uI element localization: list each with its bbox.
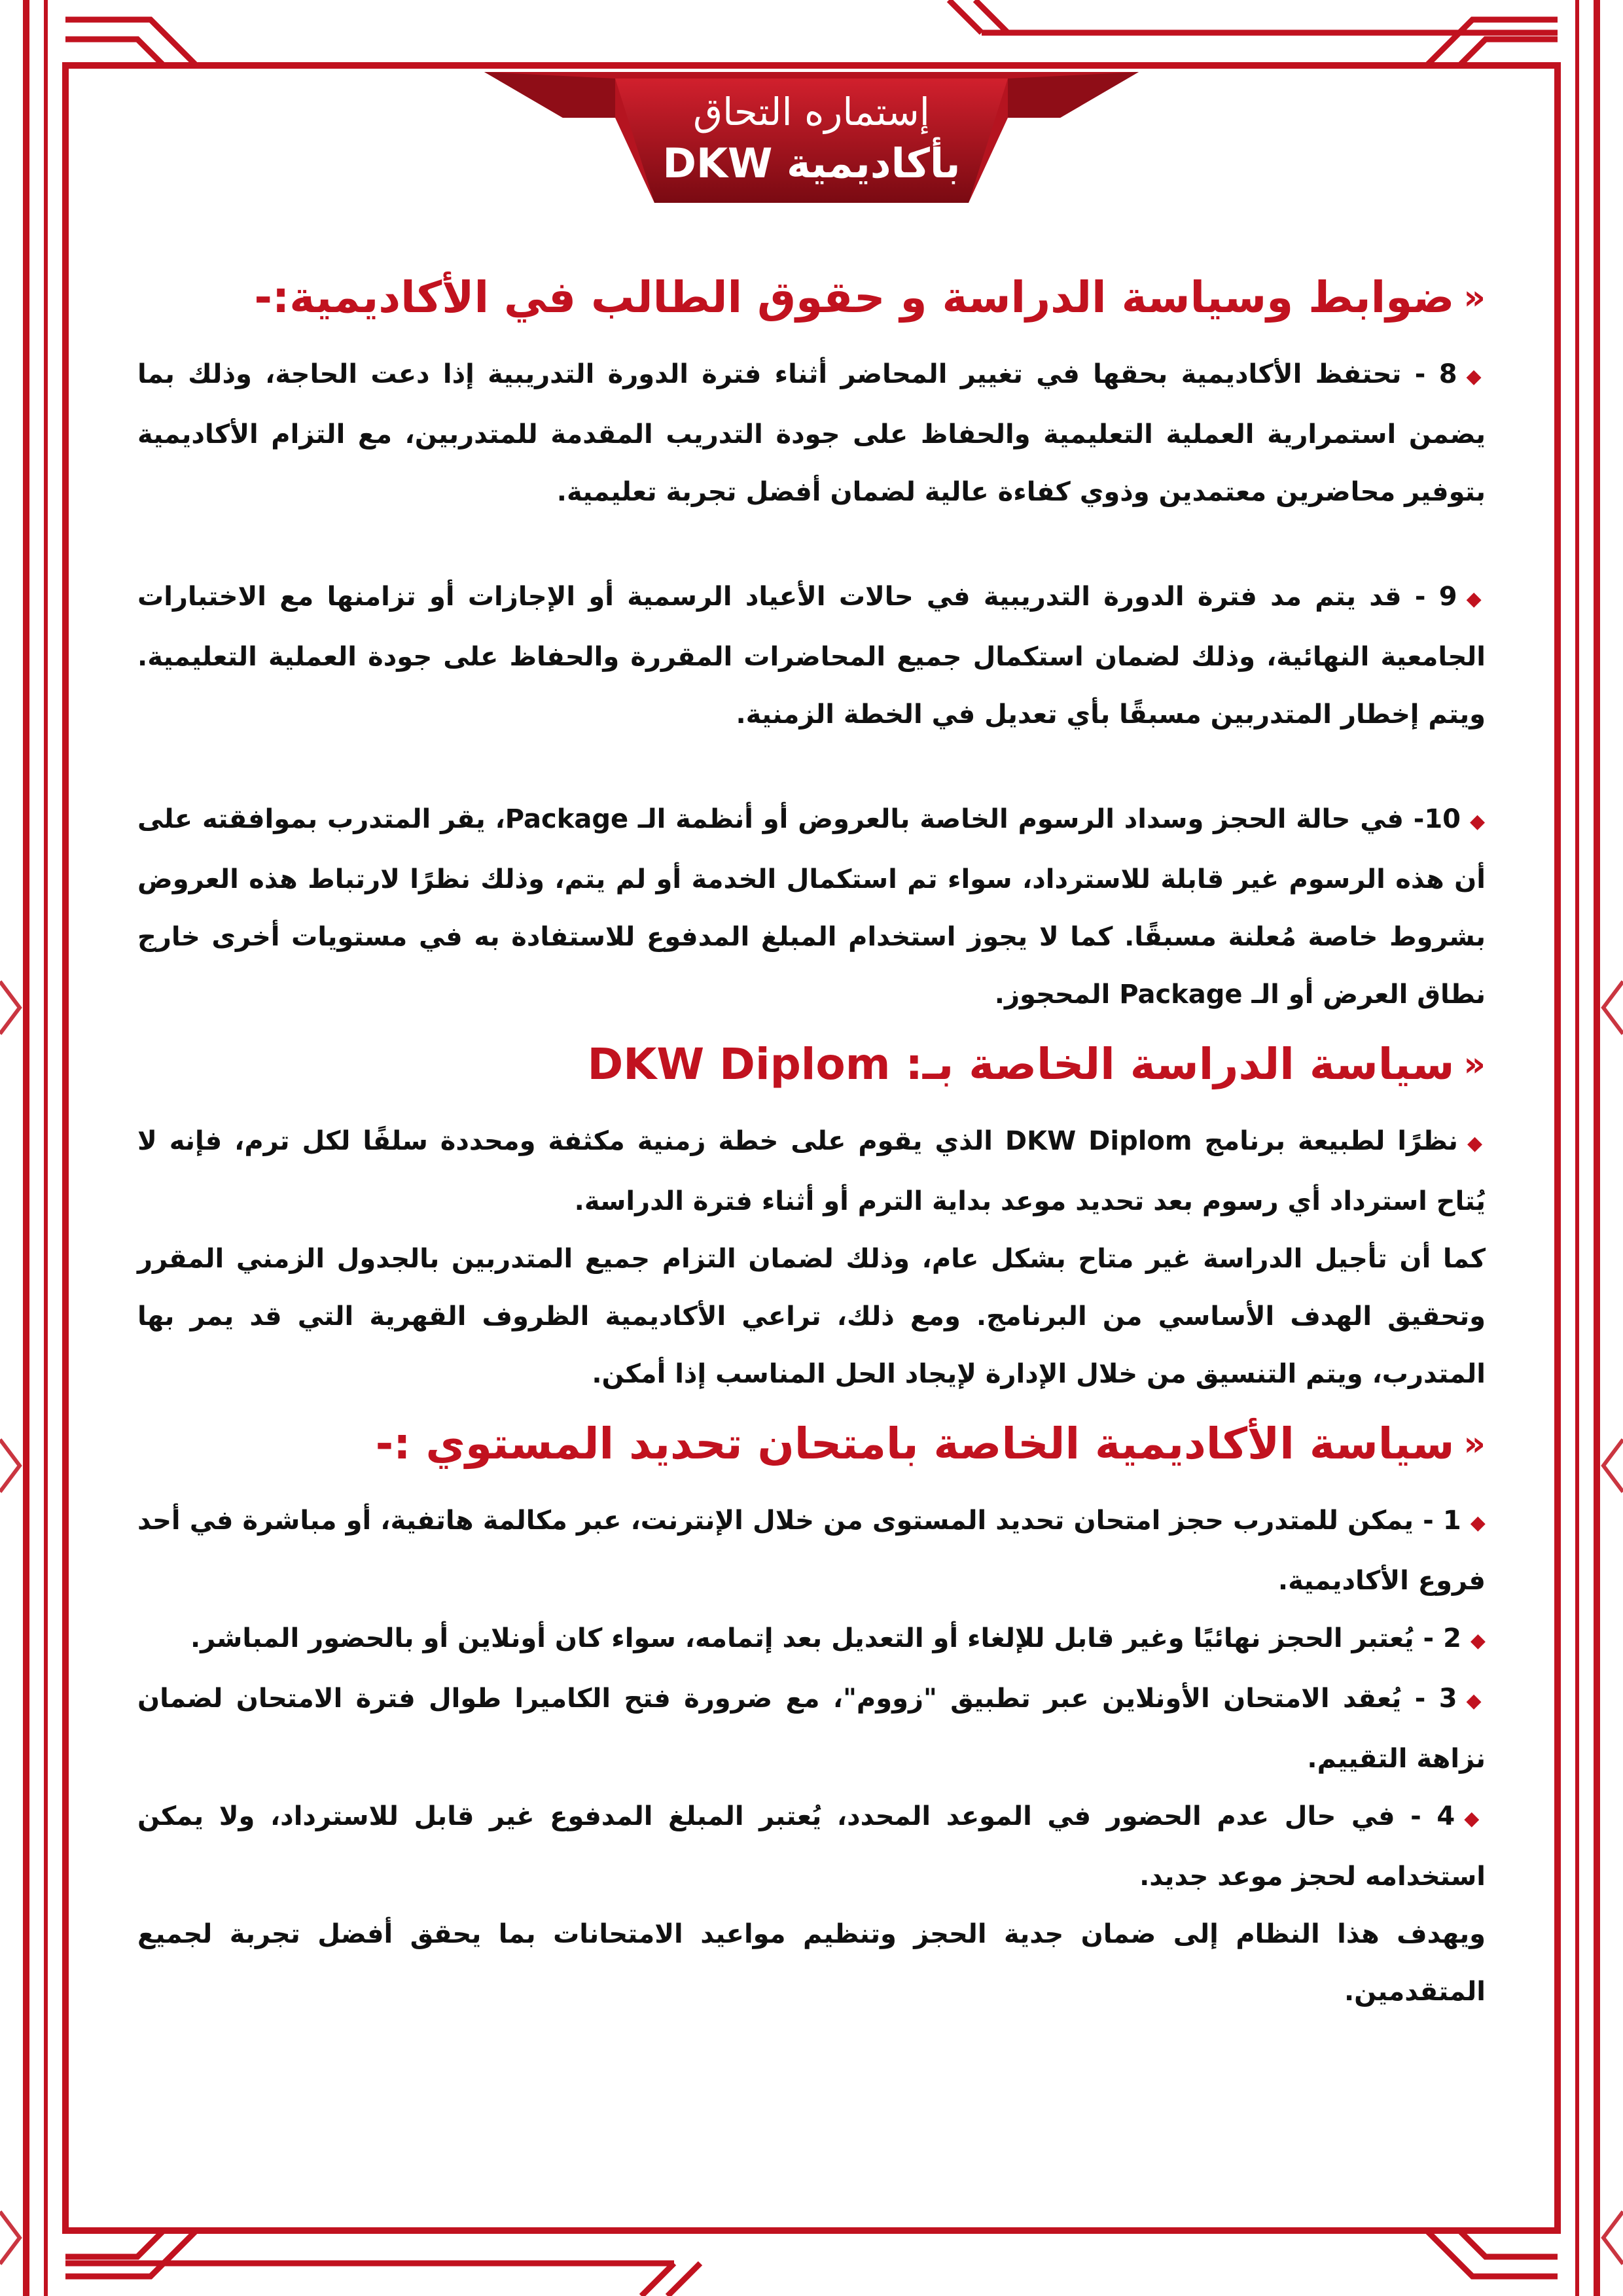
section-title	[137, 1035, 1486, 1094]
paragraph-text: ويهدف هذا النظام إلى ضمان جدية الحجز وتنظيم مواعيد الامتحانات بما يحقق أفضل تجربة لجميع المتقدمين.	[137, 1919, 1486, 2007]
bullet-icon: ◆	[1466, 365, 1486, 388]
paragraph-text: 4 - في حال عدم الحضور في الموعد المحدد، يُعتبر المبلغ المدفوع غير قابل للاسترداد، ولا يمكن استخدامه لحجز موعد جديد.	[137, 1801, 1486, 1892]
paragraph-text: 10- في حالة الحجز وسداد الرسوم الخاصة بالعروض أو أنظمة الـ Package، يقر المتدرب بموافقته على أن هذه الرسوم غير قابلة للاسترداد، سواء تم استكمال الخدمة أو لم يتم، وذلك نظرًا لارتباط هذه العروض بشروط خاصة مُعلنة مسبقًا. كما لا يجوز استخدام المبلغ المدفوع للاستفادة به في مستويات أخرى خارج نطاق العرض أو الـ Package المحجوز.	[137, 804, 1486, 1010]
policy-item-9	[137, 568, 1486, 743]
section-title	[137, 1415, 1486, 1474]
bullet-icon: ◆	[1470, 1511, 1486, 1534]
bullet-icon: ◆	[1467, 1132, 1486, 1155]
bullet-icon: ◆	[1470, 1629, 1486, 1652]
placement-item-3	[137, 1670, 1486, 1788]
diplom-postpone-policy	[137, 1230, 1486, 1403]
paragraph-text: 8 - تحتفظ الأكاديمية بحقها في تغيير المحاضر أثناء فترة الدورة التدريبية إذا دعت الحاجة، وذلك بما يضمن استمرارية العملية التعليمية والحفاظ على جودة التدريب المقدمة للمتدربين، مع التزام الأكاديمية بتوفير محاضرين معتمدين وذوي كفاءة عالية لضمان أفضل تجربة تعليمية.	[137, 359, 1486, 507]
header-banner	[484, 72, 1139, 209]
placement-item-4	[137, 1788, 1486, 1905]
paragraph-text: نظرًا لطبيعة برنامج DKW Diplom الذي يقوم على خطة زمنية مكثفة ومحددة سلفًا لكل ترم، فإنه لا يُتاح استرداد أي رسوم بعد تحديد موعد بداية الترم أو أثناء فترة الدراسة.	[137, 1126, 1486, 1216]
bullet-icon: ◆	[1466, 1689, 1486, 1712]
section-diplom-policy	[137, 1035, 1486, 1403]
policy-item-10	[137, 790, 1486, 1023]
paragraph-text: 3 - يُعقد الامتحان الأونلاين عبر تطبيق "زووم"، مع ضرورة فتح الكاميرا طوال فترة الامتحان لضمان نزاهة التقييم.	[137, 1684, 1486, 1774]
document-body	[137, 268, 1486, 2021]
paragraph-text: كما أن تأجيل الدراسة غير متاح بشكل عام، وذلك لضمان التزام جميع المتدربين بالجدول الزمني المقرر وتحقيق الهدف الأساسي من البرنامج. ومع ذلك، تراعي الأكاديمية الظروف القهرية التي قد يمر بها المتدرب، ويتم التنسيق من خلال الإدارة لإيجاد الحل المناسب إذا أمكن.	[137, 1244, 1486, 1389]
placement-item-1	[137, 1492, 1486, 1610]
bullet-icon: ◆	[1464, 1807, 1486, 1830]
double-chevron-icon: «	[1463, 1424, 1486, 1464]
paragraph-text: 2 - يُعتبر الحجز نهائيًا وغير قابل للإلغاء أو التعديل بعد إتمامه، سواء كان أونلاين أو بالحضور المباشر.	[190, 1623, 1461, 1653]
double-chevron-icon: «	[1463, 1045, 1486, 1084]
bullet-icon: ◆	[1466, 588, 1486, 610]
section-title-text: سياسة الدراسة الخاصة بـ: DKW Diplom	[587, 1039, 1455, 1089]
section-title-text: سياسة الأكاديمية الخاصة بامتحان تحديد المستوي :-	[375, 1419, 1455, 1469]
paragraph-text: 1 - يمكن للمتدرب حجز امتحان تحديد المستوى من خلال الإنترنت، عبر مكالمة هاتفية، أو مباشرة في أحد فروع الأكاديمية.	[137, 1506, 1486, 1596]
placement-closing-note	[137, 1905, 1486, 2021]
diplom-refund-policy	[137, 1112, 1486, 1230]
section-title	[137, 268, 1486, 327]
banner-title-line1: إستماره التحاق	[693, 90, 930, 134]
double-chevron-icon: «	[1463, 278, 1486, 317]
section-placement-test-policy	[137, 1415, 1486, 2021]
section-title-text: ضوابط وسياسة الدراسة و حقوق الطالب في الأكاديمية:-	[254, 272, 1455, 323]
section-study-policy	[137, 268, 1486, 1023]
banner-title-line2: بأكاديمية DKW	[662, 139, 961, 187]
bullet-icon: ◆	[1470, 810, 1486, 833]
paragraph-text: 9 - قد يتم مد فترة الدورة التدريبية في حالات الأعياد الرسمية أو الإجازات أو تزامنها مع الاختبارات الجامعية النهائية، وذلك لضمان استكمال جميع المحاضرات المقررة والحفاظ على جودة العملية التعليمية. ويتم إخطار المتدربين مسبقًا بأي تعديل في الخطة الزمنية.	[137, 582, 1486, 730]
policy-item-8	[137, 345, 1486, 521]
placement-item-2	[137, 1610, 1486, 1670]
